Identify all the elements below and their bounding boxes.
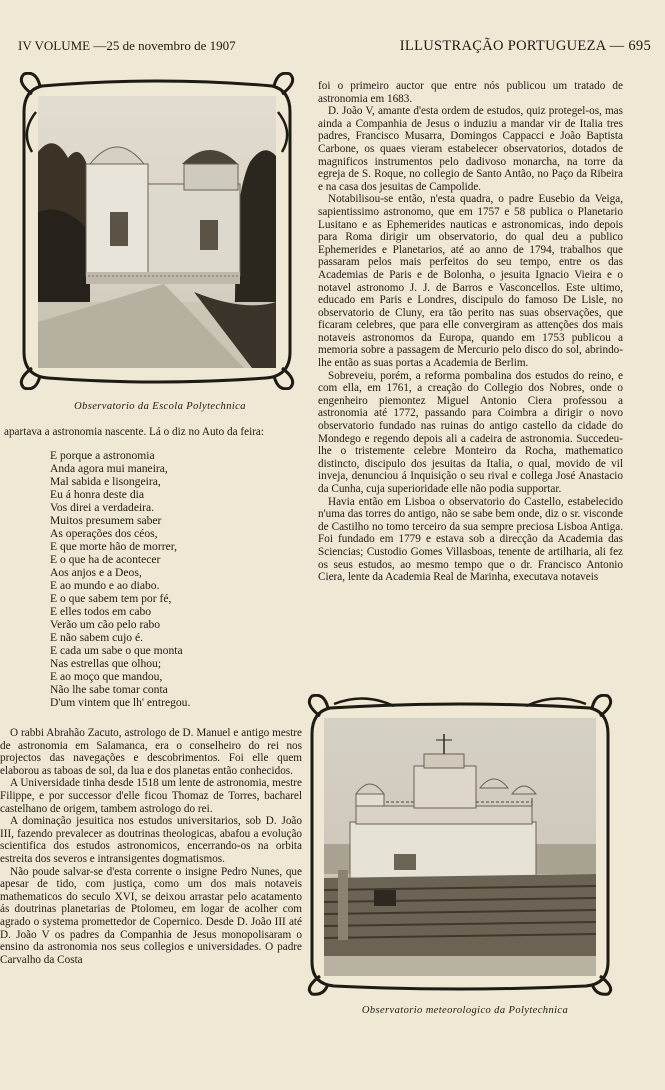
poem-line: E ao mundo e ao diabo. bbox=[50, 579, 160, 592]
header-volume-date: IV VOLUME —25 de novembro de 1907 bbox=[18, 38, 236, 53]
poem-line: E ao moço que mandou, bbox=[50, 670, 163, 683]
page-header bbox=[18, 38, 651, 58]
poem-line: Nas estrellas que olhou; bbox=[50, 657, 162, 670]
photo-observatorio-meteorologico bbox=[304, 694, 616, 996]
paragraph: A Universidade tinha desde 1518 um lente de astronomia, mestre Filippe, e por successor d'elle ficou Thomaz de Torres, bacharel castelhano de origem, tambem astrologo do rei. bbox=[0, 777, 302, 815]
paragraph: O rabbi Abrahão Zacuto, astrologo de D. Manuel e antigo mestre de astronomia em Salamanca, era o conselheiro do rei nos projectos das navegações e descobrimentos. Foi elle quem elaborou as taboas de sol, da lua e dos planetas então conhecidos. bbox=[0, 727, 302, 777]
poem-line: Não lhe sabe tomar conta bbox=[50, 683, 168, 696]
poem-line: Mal sabida e lisongeira, bbox=[50, 475, 161, 488]
left-intro bbox=[4, 426, 300, 439]
poem-line: Vos direi a verdadeira. bbox=[50, 501, 155, 514]
paragraph: Havia então em Lisboa o observatorio do Castello, estabelecido n'uma das torres do antigo, não se sabe bem onde, diz o sr. visconde de Castilho no tomo terceiro da sua sempre preciosa Lisboa Antiga. Foi fundado em 1779 e estava sob a direcção da Academia das Sciencias; Custodio Gomes Villasboas, tenente de artilharia, ali fez os seus estudos, ao mesmo tempo que o dr. Francisco Antonio Ciera, lente da Academia Real de Marinha, executava notaveis bbox=[318, 495, 623, 584]
poem-line: E não sabem cujo é. bbox=[50, 631, 144, 644]
poem-line: E cada um sabe o que monta bbox=[50, 644, 183, 657]
paragraph: Não poude salvar-se d'esta corrente o insigne Pedro Nunes, que apesar de tido, com justiça, como um dos mais notaveis mathematicos do seculo XVI, se deixou arrastar pelo acatamento ás doutrinas planetarias de Ptolomeu, em logar de acolher com agrado o systema promettedor de Copernico. Desde D. João III até D. João V os padres da Companhia de Jesus monopolisaram o ensino da astronomia nos seus collegios e universidades. O padre Carvalho da Costa bbox=[0, 865, 302, 966]
poem-line: E elles todos em cabo bbox=[50, 605, 152, 618]
poem-line: Verão um cão pelo rabo bbox=[50, 618, 161, 631]
poem-line: As operações dos céos, bbox=[50, 527, 158, 540]
poem-line: Eu á honra deste dia bbox=[50, 488, 145, 501]
figure-caption: Observatorio meteorologico da Polytechnica bbox=[361, 1005, 569, 1016]
poem-line: E que morte hão de morrer, bbox=[50, 540, 178, 553]
header-title-page: ILLUSTRAÇÃO PORTUGUEZA — 695 bbox=[399, 38, 651, 54]
right-column-body bbox=[318, 80, 623, 584]
poem-line: Anda agora mui maneira, bbox=[50, 462, 168, 475]
paragraph: D. João V, amante d'esta ordem de estudos, quiz protegel-os, mas ainda a Companhia de Jesus o induziu a mandar vir de Italia tres padres, Francisco Musarra, Domingos Cappacci e João Baptista Carbone, os quaes vieram estabelecer observatorios, dotados de magnificos instrumentos pelo dadivoso monarcha, na torre da egreja de S. Roque, no collegio de Santo Antão, no Paço da Ribeira e na casa dos jesuitas de Campolide. bbox=[318, 105, 623, 193]
poem-line: E o que ha de acontecer bbox=[50, 553, 161, 566]
poem-line: E o que sabem tem por fé, bbox=[50, 592, 172, 605]
left-column-body bbox=[0, 727, 302, 966]
figure-caption: Observatorio da Escola Polytechnica bbox=[74, 401, 246, 412]
paragraph: foi o primeiro auctor que entre nós publicou um tratado de astronomia em 1683. bbox=[318, 80, 623, 105]
paragraph: Notabilisou-se então, n'esta quadra, o padre Eusebio da Veiga, sapientissimo astronomo, que em 1757 e 58 publica o Planetario Lusitano e as Ephemerides nauticas e astronomicas, indo depois para Roma dirigir um observatorio, do qual deu a publico Ephemerides e Planetarios, até ao anno de 1794, trabalhos que passaram pelos mais perfeitos do seu tempo, entre os das Academias de Paris e de Bolonha, o jesuita Ignacio Vieira e o notavel astronomo J. J. de Barros e Vasconcellos. Este ultimo, educado em Paris e Londres, discipulo do famoso De Lisle, no observatorio de Cluny, era tão perito nas suas observações, que ficaram celebres, que para elle convergiram as attenções dos mais notaveis astronomos da Europa, quando em 1753 publicou a memoria sobre a passagem de Mercurio pelo disco do sol, abrindo-lhe então as suas portas a Academia de Berlim. bbox=[318, 193, 623, 370]
paragraph: A dominação jesuitica nos estudos universitarios, sob D. João III, fazendo prevalecer as doutrinas theologicas, abafou a evolução scientifica dos estudos astronomicos, encerrando-os na orbita estreita dos severos e intransigentes dogmatismos. bbox=[0, 815, 302, 865]
paragraph: Sobreveiu, porém, a reforma pombalina dos estudos do reino, e com ella, em 1761, a creação do Collegio dos Nobres, onde o engenheiro piemontez Miguel Antonio Ciera professou a astronomia até 1772, passando para Coimbra a dirigir o novo observatorio fundado nas ruinas do antigo castello da cidade do Mondego e regendo depois ali a cadeira de astronomia. Succedeu-lhe o tristemente celebre Monteiro da Rocha, mathematico distincto, discipulo dos jesuitas da Italia, o qual, movido de vil inveja, denunciou á Inquisição o seu rival e collega José Anastacio da Cunha, cuja superioridade elle não podia supportar. bbox=[318, 369, 623, 495]
paragraph: apartava a astronomia nascente. Lá o diz no Auto da feira: bbox=[4, 426, 264, 438]
poem-line: E porque a astronomia bbox=[50, 449, 155, 462]
poem-line: Aos anjos e a Deos, bbox=[50, 566, 142, 579]
photo-observatorio-escola bbox=[14, 72, 300, 390]
poem bbox=[50, 449, 290, 709]
figure-observatorio-meteorologico bbox=[304, 694, 616, 996]
figure-observatorio-escola bbox=[14, 72, 300, 390]
poem-line: Muitos presumem saber bbox=[50, 514, 162, 527]
poem-line: D'um vintem que lh' entregou. bbox=[50, 696, 191, 709]
